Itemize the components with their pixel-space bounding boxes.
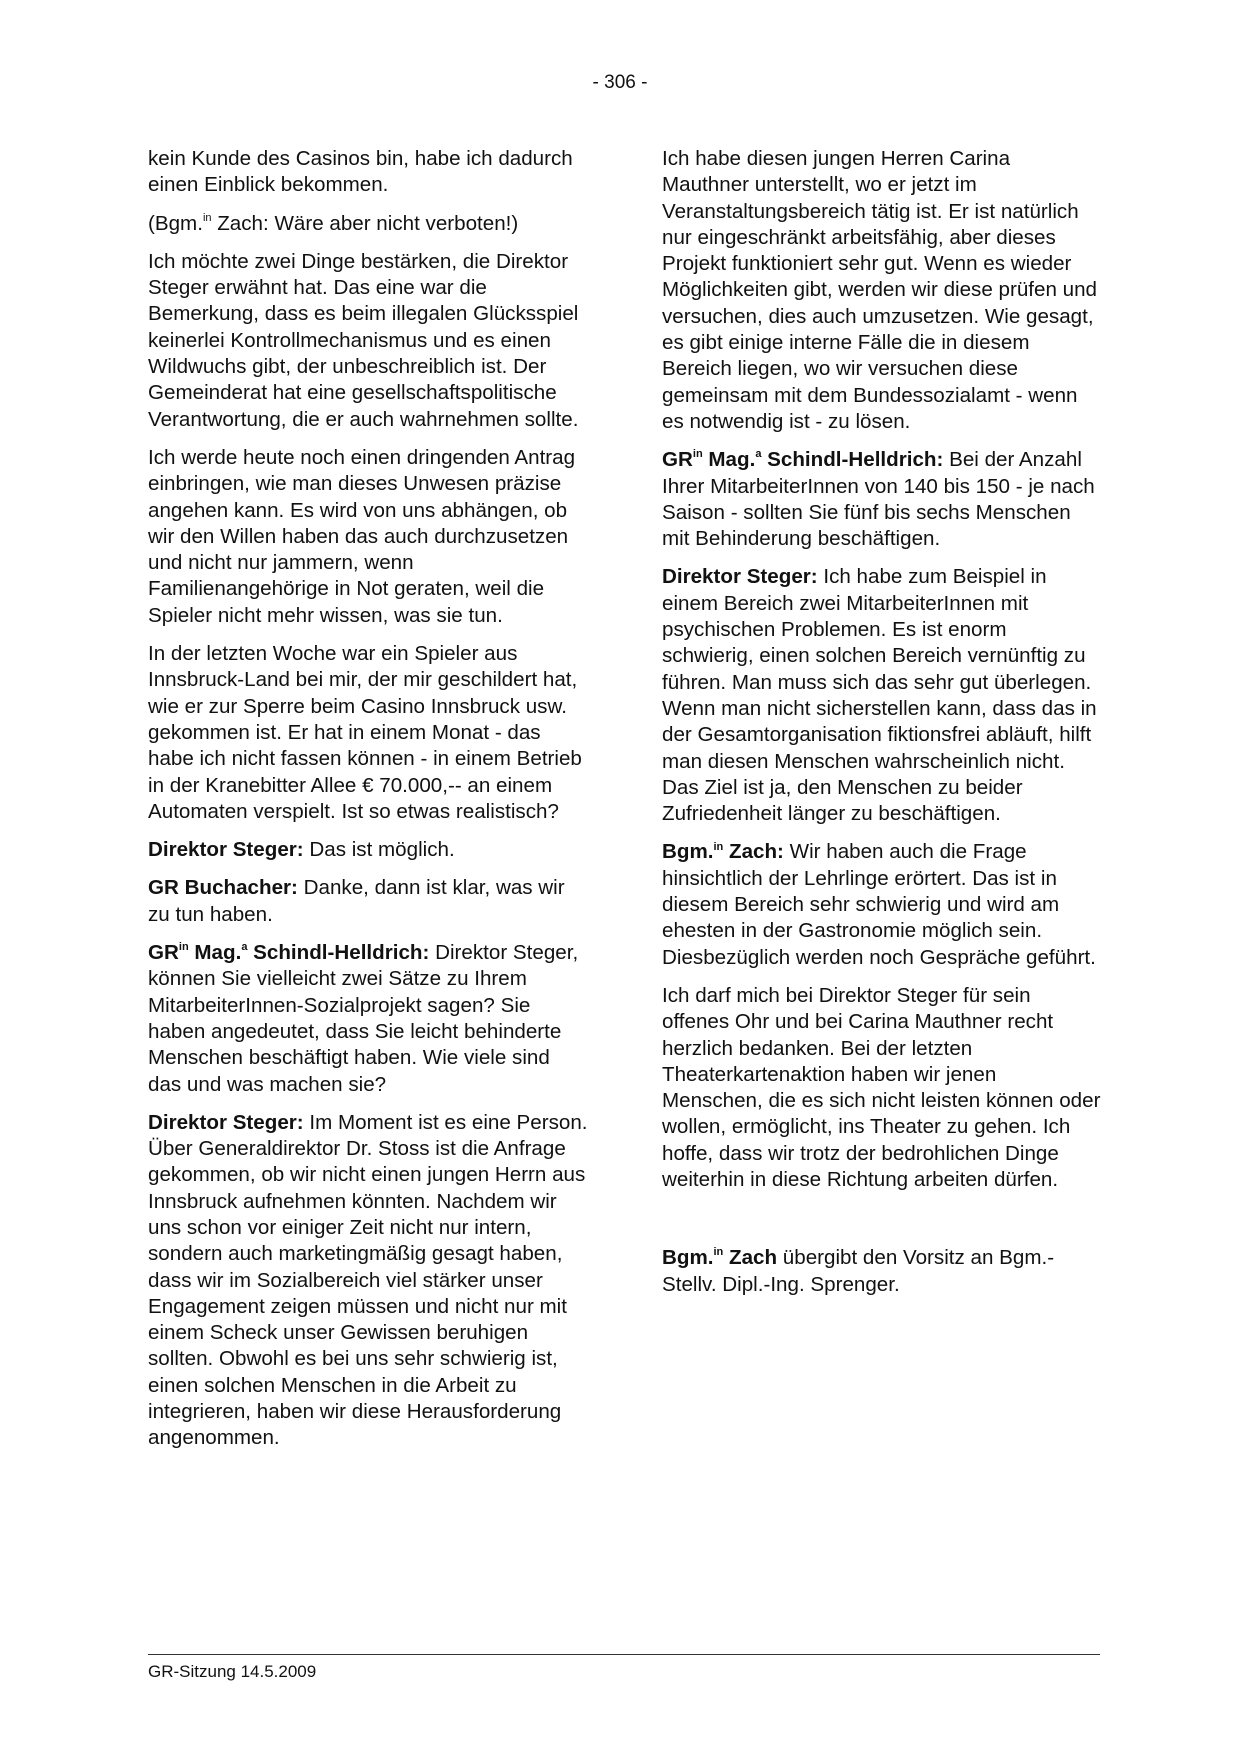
page-number: - 306 - bbox=[592, 72, 648, 93]
speaker-name: Direktor Steger: bbox=[148, 838, 304, 862]
speaker-name: Direktor Steger: bbox=[662, 565, 818, 589]
speaker-name: Direktor Steger: bbox=[148, 1110, 304, 1134]
speaker-name: GR Buchacher: bbox=[148, 876, 298, 900]
statement-text: übergibt den Vorsitz an Bgm.-Stellv. Dipl.-Ing. Sprenger. bbox=[662, 1246, 1055, 1296]
statement-text: Bei der Anzahl Ihrer MitarbeiterInnen von 140 bis 150 - je nach Saison - sollten Sie fünf bis sechs Menschen mit Behinderung beschäftigen. bbox=[662, 448, 1095, 551]
chair-handover bbox=[662, 1245, 1102, 1298]
statement bbox=[662, 839, 1102, 970]
paragraph: In der letzten Woche war ein Spieler aus Innsbruck-Land bei mir, der mir geschildert hat, wie er zur Sperre beim Casino Innsbruck usw. gekommen ist. Er hat in einem Monat - das habe ich nicht fassen können - in einem Betrieb in der Kranebitter Allee € 70.000,-- an einem Automaten verspielt. Ist so etwas realistisch? bbox=[148, 642, 582, 823]
statement-text: Direktor Steger, können Sie vielleicht zwei Sätze zu Ihrem MitarbeiterInnen-Sozialprojekt sagen? Sie haben angedeutet, dass Sie leicht behinderte Menschen beschäftigt haben. Wie viele sind das und was machen sie? bbox=[148, 941, 579, 1096]
paragraph: Ich werde heute noch einen dringenden Antrag einbringen, wie man dieses Unwesen präzise angehen kann. Es wird von uns abhängen, ob wir den Willen haben das auch durchzusetzen und nicht nur jammern, wenn Familienangehörige in Not geraten, weil die Spieler nicht mehr wissen, was sie tun. bbox=[148, 445, 576, 627]
left-column bbox=[148, 146, 588, 1464]
statement bbox=[148, 940, 588, 1098]
speaker-name: $GR^{in}$ Mag.$^a$ Schindl-Helldrich: bbox=[662, 448, 944, 472]
interjection-speaker: (Bgm. bbox=[148, 211, 203, 235]
interjection-text: Zach: Wäre aber nicht verboten!) bbox=[211, 211, 519, 235]
statement bbox=[148, 837, 588, 863]
statement-text: Danke, dann ist klar, was wir zu tun haben. bbox=[148, 876, 565, 926]
paragraph: Ich darf mich bei Direktor Steger für sein offenes Ohr und bei Carina Mauthner recht herzlich bedanken. Bei der letzten Theaterkartenaktion haben wir jenen Menschen, die es sich nicht leisten können oder wollen, ermöglicht, ins Theater zu gehen. Ich hoffe, dass wir trotz der bedrohlichen Dinge weiterhin in diese Richtung arbeiten dürfen. bbox=[662, 983, 1101, 1191]
footer-session-date: GR-Sitzung 14.5.2009 bbox=[148, 1662, 317, 1681]
statement-text: Wir haben auch die Frage hinsichtlich der Lehrlinge erörtert. Das ist in diesem Bereich sehr schwierig und wird am ehesten in der Gastronomie möglich sein. Diesbezüglich werden noch Gespräche geführt. bbox=[662, 840, 1096, 969]
spacer bbox=[662, 1205, 1102, 1245]
statement-text: Im Moment ist es eine Person. Über Generaldirektor Dr. Stoss ist die Anfrage gekommen, ob wir nicht einen jungen Herrn aus Innsbruck aufnehmen könnten. Nachdem wir uns schon vor einiger Zeit nicht nur intern, sondern auch marketingmäßig gesagt haben, dass wir im Sozialbereich viel stärker unser Engagement zeigen müssen und nicht nur mit einem Scheck unser Gewissen beruhigen sollten. Obwohl es bei uns sehr schwierig ist, einen solchen Menschen in die Arbeit zu integrieren, haben wir diese Herausforderung angenommen. bbox=[148, 1110, 588, 1450]
statement bbox=[148, 1110, 588, 1452]
paragraph: kein Kunde des Casinos bin, habe ich dadurch einen Einblick bekommen. bbox=[148, 147, 573, 197]
statement-text: Das ist möglich. bbox=[303, 838, 455, 862]
right-column bbox=[662, 146, 1102, 1310]
speaker-name: $GR^{in}$ Mag.$^a$ Schindl-Helldrich: bbox=[148, 941, 430, 965]
footer-divider bbox=[148, 1654, 1100, 1655]
speaker-name: Bgm.$^{in}$ Zach: bbox=[662, 840, 784, 864]
statement bbox=[148, 875, 588, 928]
paragraph: Ich habe diesen jungen Herren Carina Mauthner unterstellt, wo er jetzt im Veranstaltungsbereich tätig ist. Er ist natürlich nur eingeschränkt arbeitsfähig, aber dieses Projekt funktioniert sehr gut. Wenn es wieder Möglichkeiten gibt, werden wir diese prüfen und versuchen, dies auch umzusetzen. Wie gesagt, es gibt einige interne Fälle die in diesem Bereich liegen, wo wir versuchen diese gemeinsam mit dem Bundessozialamt - wenn es notwendig ist - zu lösen. bbox=[662, 147, 1098, 433]
speaker-name: Bgm.$^{in}$ Zach bbox=[662, 1246, 778, 1270]
interjection: (Bgm.$^{in}$ Zach: Wäre aber nicht verboten!) bbox=[148, 211, 519, 235]
statement bbox=[662, 447, 1102, 552]
statement bbox=[662, 564, 1102, 827]
paragraph: Ich möchte zwei Dinge bestärken, die Direktor Steger erwähnt hat. Das eine war die Bemerkung, dass es beim illegalen Glücksspiel keinerlei Kontrollmechanismus und es einen Wildwuchs gibt, der unbeschreiblich ist. Der Gemeinderat hat eine gesellschaftspolitische Verantwortung, die er auch wahrnehmen sollte. bbox=[148, 249, 579, 431]
statement-text: Ich habe zum Beispiel in einem Bereich zwei MitarbeiterInnen mit psychischen Problemen. Es ist enorm schwierig, einen solchen Bereich vernünftig zu führen. Man muss sich das sehr gut überlegen. Wenn man nicht sicherstellen kann, dass das in der Gesamtorganisation fiktionsfrei abläuft, hilft man diesen Menschen wahrscheinlich nicht. Das Ziel ist ja, den Menschen zu beider Zufriedenheit länger zu beschäftigen. bbox=[662, 565, 1097, 826]
